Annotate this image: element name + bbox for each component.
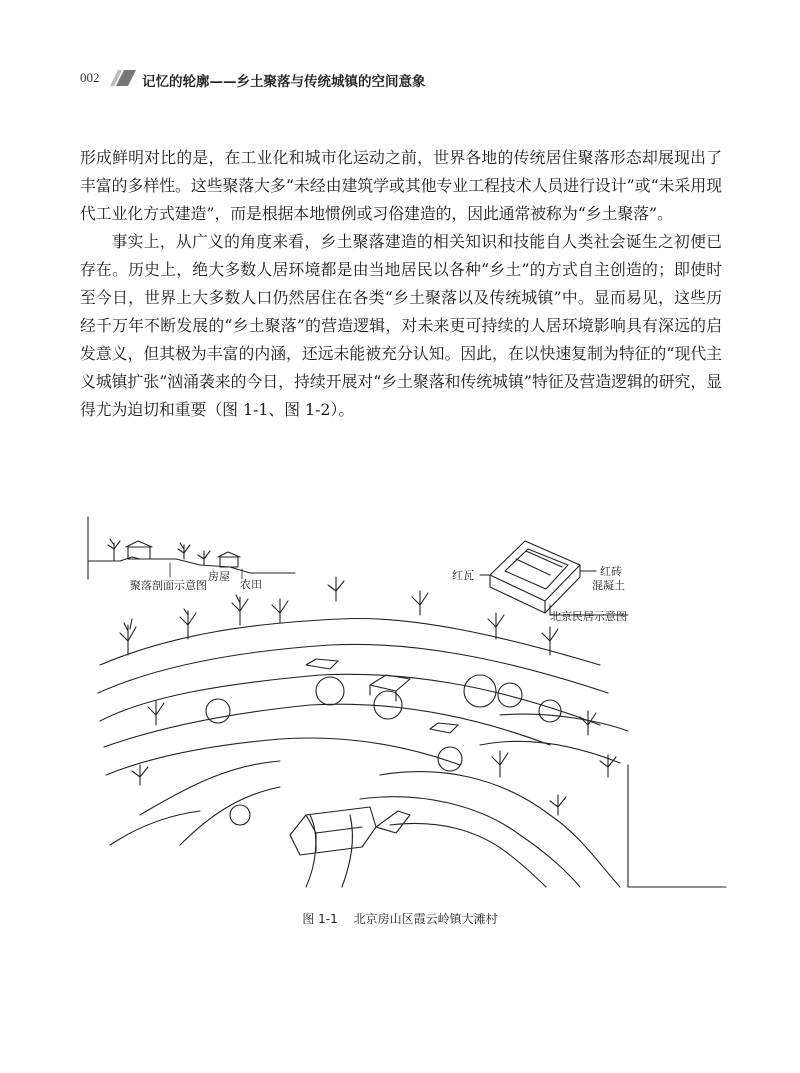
trees: [120, 577, 616, 825]
figure-caption-text: 北京房山区霞云岭镇大滩村: [353, 912, 498, 926]
village-sketch-illustration: [80, 515, 728, 895]
paragraph-2: 事实上，从广义的角度来看，乡土聚落建造的相关知识和技能自人类社会诞生之初便已存在。历史上，绝大多数人居环境都是由当地居民以各种“乡土”的方式自主创造的；即使时至今日，世界上大多数人口仍然居住在各类“乡土聚落以及传统城镇”中。显而易见，这些历经千万年不断发展的“乡土聚落”的营造逻辑，对未来更可持续的人居环境影响具有深远的启发意义，但其极为丰富的内涵，还远未能被充分认知。因此，在以快速复制为特征的“现代主义城镇扩张”汹涌袭来的今日，持续开展对“乡土聚落和传统城镇”特征及营造逻辑的研究，显得尤为迫切和重要（图 1-1、图 1-2）。: [80, 232, 722, 419]
label-field: 农田: [240, 578, 262, 591]
running-header: [80, 68, 720, 92]
figure-1-1: [80, 515, 728, 895]
paragraph-1: 形成鲜明对比的是，在工业化和城市化运动之前，世界各地的传统居住聚落形态却展现出了丰富的多样性。这些聚落大多“未经由建筑学或其他专业工程技术人员进行设计”或“未采用现代工业化方式建造”，而是根据本地惯例或习俗建造的，因此通常被称为“乡土聚落”。: [80, 148, 722, 223]
terraced-landscape: [98, 618, 726, 887]
label-house: 房屋: [208, 570, 230, 583]
body-text: [80, 144, 722, 424]
label-concrete: 混凝土: [592, 579, 625, 592]
page-number: 002: [80, 70, 100, 85]
figure-caption: [0, 910, 800, 927]
header-slash-icon: [110, 68, 136, 88]
label-red-tile: 红瓦: [452, 569, 474, 582]
figure-number: 图 1-1: [302, 912, 338, 926]
book-title: 记忆的轮廓——乡土聚落与传统城镇的空间意象: [142, 74, 426, 90]
courtyard-diagram-title: 北京民居示意图: [550, 610, 627, 623]
village-houses: [290, 659, 458, 855]
label-red-brick: 红砖: [600, 565, 622, 578]
section-diagram: [88, 517, 295, 579]
section-diagram-title: 聚落剖面示意图: [130, 579, 207, 592]
